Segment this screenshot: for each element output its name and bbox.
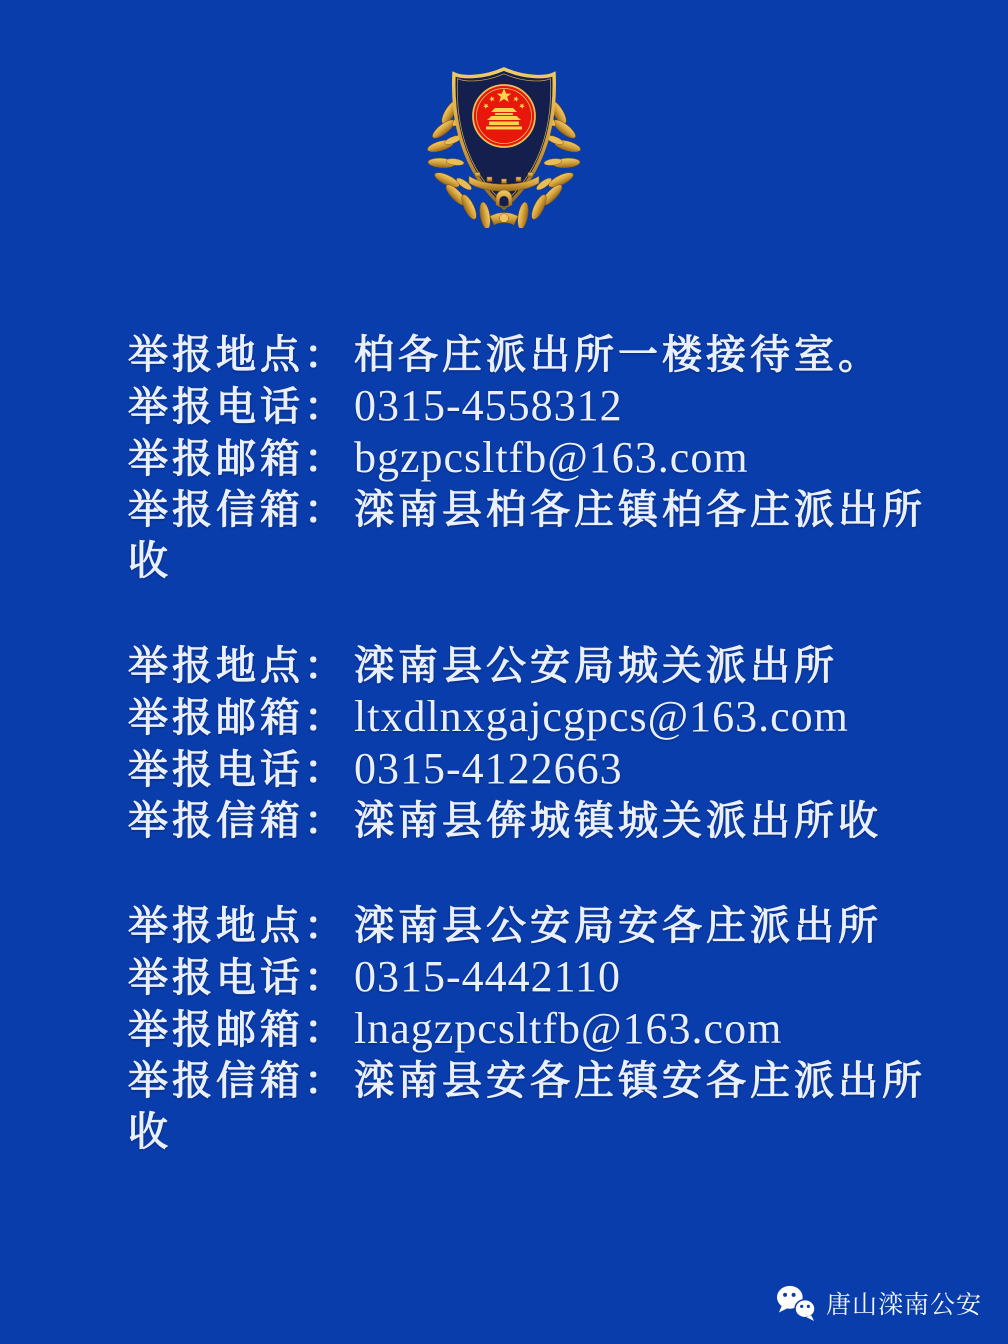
report-label: 举报邮箱： [128,1007,348,1052]
report-info-list [128,329,952,1211]
report-block-chengguan [128,640,952,846]
report-line [128,380,952,432]
wechat-watermark [775,1284,982,1322]
report-phone: 0315-4442110 [354,952,622,1001]
report-label: 举报电话： [128,747,348,792]
report-label: 举报地点： [128,332,348,377]
report-label: 举报邮箱： [128,436,348,481]
report-line [128,951,952,1003]
report-value: 滦南县公安局城关派出所 [354,643,838,688]
report-phone: 0315-4122663 [354,744,623,793]
report-line [128,329,952,380]
china-police-badge-icon [427,56,581,228]
report-email: ltxdlnxgajcgpcs@163.com [354,692,849,741]
report-label: 举报电话： [128,384,348,429]
report-line [128,1003,952,1055]
report-mail-address: 滦南县柏各庄镇柏各庄派出所收 [128,487,926,583]
report-label: 举报地点： [128,903,348,948]
report-line [128,432,952,484]
report-value: 柏各庄派出所一楼接待室。 [354,332,882,377]
report-line [128,743,952,795]
report-line [128,795,952,846]
report-label: 举报信箱： [128,487,348,532]
report-block-baigezhuang [128,329,952,586]
report-mail-address: 滦南县倴城镇城关派出所收 [354,798,882,843]
report-block-angezhuang [128,900,952,1157]
report-line [128,640,952,691]
report-label: 举报电话： [128,955,348,1000]
report-label: 举报信箱： [128,798,348,843]
badge-container [0,56,1008,228]
report-line [128,691,952,743]
report-line [128,484,952,586]
wechat-account-name: 唐山滦南公安 [825,1291,982,1319]
report-email: bgzpcsltfb@163.com [354,433,749,482]
wechat-icon [775,1284,817,1322]
report-line [128,900,952,951]
report-line [128,1055,952,1157]
report-mail-address: 滦南县安各庄镇安各庄派出所收 [128,1058,926,1154]
report-label: 举报地点： [128,643,348,688]
report-label: 举报信箱： [128,1058,348,1103]
report-label: 举报邮箱： [128,695,348,740]
report-phone: 0315-4558312 [354,381,623,430]
report-value: 滦南县公安局安各庄派出所 [354,903,882,948]
report-email: lnagzpcsltfb@163.com [354,1004,783,1053]
